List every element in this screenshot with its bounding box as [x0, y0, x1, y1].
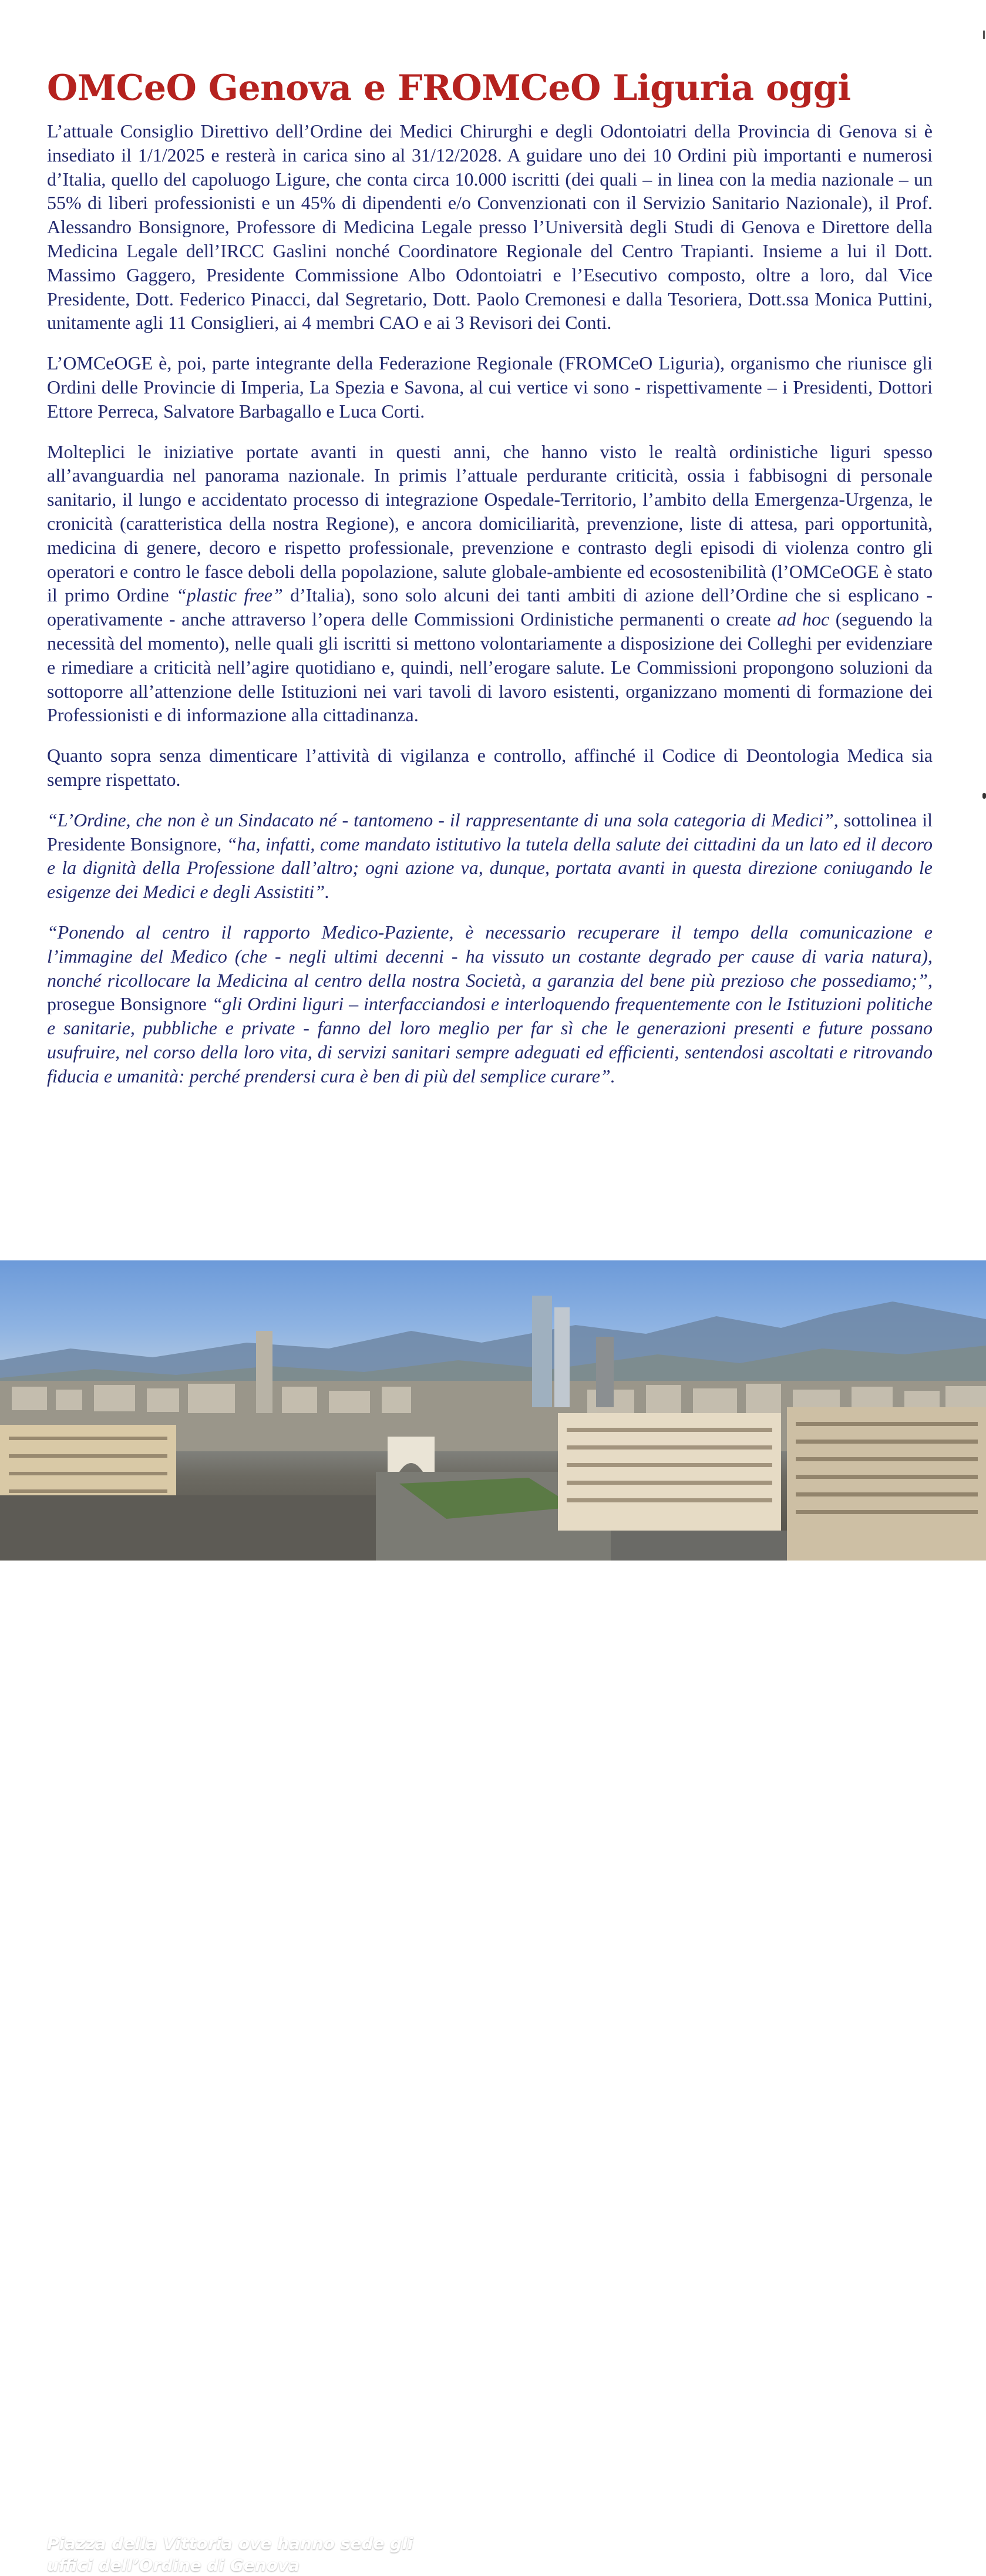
paragraph-federation: L’OMCeOGE è, poi, parte integrante della Federazione Regionale (FROMCeO Liguria), organismo che riunisce gli Ordini delle Provincie di Imperia, La Spezia e Savona, al cui vertice vi sono - rispettivamente – i Presidenti, Dottori Ettore Perreca, Salvatore Barbagallo e Luca Corti. [47, 352, 933, 422]
article-body [47, 119, 933, 1104]
attribution-text: prosegue Bonsignore [47, 993, 212, 1015]
street [611, 1531, 787, 1561]
paragraph-quote-president [47, 808, 933, 904]
paragraph-quote-closing [47, 920, 933, 1088]
quote-text: “gli Ordini liguri – interfacciandosi e interloquendo frequentemente con le Istituzioni politiche e sanitarie, pubbliche e private - fanno del loro meglio per far sì che le generazioni presenti e future possano usufruire, nel corso della loro vita, di servizi sanitari sempre adeguati ed efficienti, sentendosi ascoltati e ritrovando fiducia e umanità: perché prendersi cura è ben di più del semplice curare”. [47, 993, 933, 1087]
arch-monument [388, 1437, 435, 1472]
quote-text: “Ponendo al centro il rapporto Medico-Paziente, è necessario recuperare il tempo della comunicazione e l’immagine del Medico (che - negli ultimi decenni - ha vissuto un costante degrado per cause di varia natura), nonché ricollocare la Medicina al centro della nostra Società, a garanzia del bene più prezioso che possediamo;”, [47, 921, 933, 991]
tower [256, 1331, 272, 1413]
text-run: (seguendo la necessità del momento), nelle quali gli iscritti si mettono volontariamente a disposizione dei Colleghi per evidenziare e rimediare a criticità nell’agire quotidiano e, quindi, nell’erogare salute. Le Commissioni propongono soluzioni da sottoporre all’attenzione delle Istituzioni nei vari tavoli di lavoro esistenti, organizzano momenti di formazione dei Professionisti e di informazione alla cittadinanza. [47, 608, 933, 726]
photo-caption: Piazza della Vittoria ove hanno sede gli uffici dell’Ordine di Genova [47, 2534, 413, 2575]
paragraph-deontology: Quanto sopra senza dimenticare l’attività di vigilanza e controllo, affinché il Codice di Deontologia Medica sia sempre rispettato. [47, 745, 933, 790]
roof-left [0, 1495, 376, 1561]
city-panorama-illustration [0, 1260, 986, 1561]
attribution-text: sottolinea il Presidente Bonsignore, [47, 809, 933, 855]
page-title: OMCeO Genova e FROMCeO Liguria oggi [47, 68, 851, 109]
building-right [787, 1407, 986, 1561]
text-run: d’Italia), sono solo alcuni dei tanti ambiti di azione dell’Ordine che si esplicano -operativamente - anche attraverso l’opera delle Commissioni Ordinistiche permanenti o create [47, 584, 933, 630]
tower [596, 1337, 614, 1407]
paragraph-initiatives [47, 440, 933, 728]
emphasis-ad-hoc: ad hoc [777, 608, 830, 630]
page-edge-mark [983, 31, 985, 39]
paragraph-council: L’attuale Consiglio Direttivo dell’Ordine dei Medici Chirurghi e degli Odontoiatri della Provincia di Genova si è insediato il 1/1/2025 e resterà in carica sino al 31/12/2028. A guidare uno dei 10 Ordini più importanti e numerosi d’Italia, quello del capoluogo Ligure, che conta circa 10.000 iscritti (dei quali – in linea con la media nazionale – un 55% di liberi professionisti e un 45% di dipendenti e/o Convenzionati con il Servizio Sanitario Nazionale), il Prof. Alessandro Bonsignore, Professore di Medicina Legale presso l’Università degli Studi di Genova e Direttore della Medicina Legale dell’IRCC Gaslini nonché Coordinatore Regionale del Centro Trapianti. Insieme a lui il Dott. Massimo Gaggero, Presidente Commissione Albo Odontoiatri e l’Esecutivo composto, oltre a loro, dal Vice Presidente, Dott. Federico Pinacci, dal Segretario, Dott. Paolo Cremonesi e dalla Tesoriera, Dott.ssa Monica Puttini, unitamente agli 11 Consiglieri, ai 4 membri CAO e ai 3 Revisori dei Conti. [47, 120, 933, 334]
page-edge-mark [982, 793, 986, 799]
tower [554, 1307, 570, 1407]
emphasis-plastic-free: “plastic free” [176, 584, 283, 606]
quote-text: “ha, infatti, come mandato istitutivo la tutela della salute dei cittadini da un lato ed il decoro e la dignità della Professione dall’altro; ogni azione va, dunque, portata avanti in questa direzione coniugando le esigenze dei Medici e degli Assistiti”. [47, 833, 933, 903]
text-run: Molteplici le iniziative portate avanti in questi anni, che hanno visto le realtà ordinistiche liguri spesso all’avanguardia nel panorama nazionale. In primis l’attuale perdurante criticità, ossia i fabbisogni di personale sanitario, il lungo e accidentato processo di integrazione Ospedale-Territorio, l’ambito della Emergenza-Urgenza, le cronicità (caratteristica della nostra Regione), e ancora domiciliarità, prevenzione, liste di attesa, pari opportunità, medicina di genere, decoro e rispetto professionale, prevenzione e contrasto degli episodi di violenza contro gli operatori e contro le fasce deboli della popolazione, salute globale-ambiente ed ecosostenibilità (l’OMCeOGE è stato il primo Ordine [47, 440, 933, 606]
quote-text: “L’Ordine, che non è un Sindacato né - tantomeno - il rappresentante di una sola categoria di Medici”, [47, 809, 839, 830]
tower [532, 1296, 552, 1407]
city-photo [0, 1260, 986, 2575]
